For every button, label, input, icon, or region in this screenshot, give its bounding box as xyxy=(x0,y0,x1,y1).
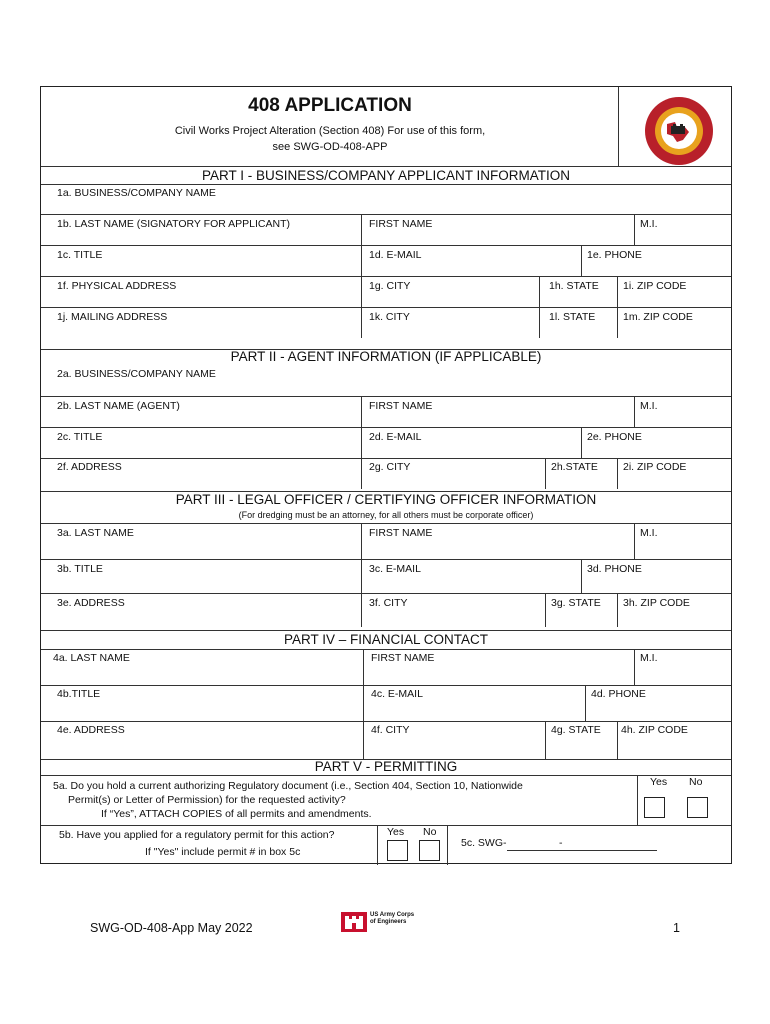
field-1f-label: 1f. PHYSICAL ADDRESS xyxy=(57,280,177,292)
field-3c-label: 3c. E-MAIL xyxy=(369,563,421,575)
subtitle-line2: see SWG-OD-408-APP xyxy=(272,141,388,153)
field-2i-label: 2i. ZIP CODE xyxy=(623,461,687,473)
field-2d-label: 2d. E-MAIL xyxy=(369,431,422,443)
form-subtitle xyxy=(41,123,619,155)
field-4c-label: 4c. E-MAIL xyxy=(371,688,423,700)
question-5b-line2: If "Yes" include permit # in box 5c xyxy=(145,846,301,858)
field-1d-label: 1d. E-MAIL xyxy=(369,249,422,261)
form-title: 408 APPLICATION xyxy=(248,95,412,116)
field-2h-label: 2h.STATE xyxy=(551,461,598,473)
question-5b-no-label: No xyxy=(423,826,437,838)
field-1b-label: 1b. LAST NAME (SIGNATORY FOR APPLICANT) xyxy=(57,218,291,230)
subtitle-line1: Civil Works Project Alteration (Section 408) For use of this form, xyxy=(174,125,486,137)
question-5a-line3: If “Yes”, ATTACH COPIES of all permits and amendments. xyxy=(101,808,372,820)
field-4f-label: 4f. CITY xyxy=(371,724,410,736)
field-2e-label: 2e. PHONE xyxy=(587,431,642,443)
part5-heading: PART V - PERMITTING xyxy=(314,759,458,774)
question-5a-yes-label: Yes xyxy=(650,776,668,788)
field-1b-mi-label: M.I. xyxy=(640,218,658,230)
part3-note: (For dredging must be an attorney, for all others must be corporate officer) xyxy=(238,510,534,520)
district-seal-logo xyxy=(639,96,719,166)
field-4d-label: 4d. PHONE xyxy=(591,688,646,700)
field-4h-label: 4h. ZIP CODE xyxy=(621,724,688,736)
field-3a-label: 3a. LAST NAME xyxy=(57,527,134,539)
part2-heading: PART II - AGENT INFORMATION (IF APPLICABLE) xyxy=(230,349,542,364)
part4-heading: PART IV – FINANCIAL CONTACT xyxy=(283,632,489,647)
field-4a-first-label: FIRST NAME xyxy=(371,652,435,664)
field-1h-label: 1h. STATE xyxy=(549,280,599,292)
field-2b-mi-label: M.I. xyxy=(640,400,658,412)
field-1g-label: 1g. CITY xyxy=(369,280,411,292)
field-1a-label: 1a. BUSINESS/COMPANY NAME xyxy=(57,187,216,199)
field-3a-mi-label: M.I. xyxy=(640,527,658,539)
part1-heading: PART I - BUSINESS/COMPANY APPLICANT INFORMATION xyxy=(201,168,571,183)
field-3f-label: 3f. CITY xyxy=(369,597,408,609)
footer-form-id: SWG-OD-408-App May 2022 xyxy=(90,921,253,935)
field-4a-label: 4a. LAST NAME xyxy=(53,652,130,664)
field-1l-label: 1l. STATE xyxy=(549,311,596,323)
field-5c-dash: - xyxy=(559,837,563,849)
question-5a-no-checkbox[interactable] xyxy=(687,797,708,818)
field-5c-input-line[interactable] xyxy=(507,850,657,851)
field-1k-label: 1k. CITY xyxy=(369,311,410,323)
field-1i-label: 1i. ZIP CODE xyxy=(623,280,687,292)
question-5b-no-checkbox[interactable] xyxy=(419,840,440,861)
question-5a-line2: Permit(s) or Letter of Permission) for the requested activity? xyxy=(68,794,346,806)
usace-castle-logo xyxy=(341,912,367,932)
field-1e-label: 1e. PHONE xyxy=(587,249,642,261)
field-2g-label: 2g. CITY xyxy=(369,461,411,473)
field-2b-label: 2b. LAST NAME (AGENT) xyxy=(57,400,180,412)
question-5b-yes-label: Yes xyxy=(387,826,405,838)
question-5b-yes-checkbox[interactable] xyxy=(387,840,408,861)
question-5a-line1: 5a. Do you hold a current authorizing Regulatory document (i.e., Section 404, Section 10, Nationwide xyxy=(53,780,523,792)
question-5b-line1: 5b. Have you applied for a regulatory permit for this action? xyxy=(59,829,335,841)
field-1j-label: 1j. MAILING ADDRESS xyxy=(57,311,168,323)
field-4a-mi-label: M.I. xyxy=(640,652,658,664)
field-4b-label: 4b.TITLE xyxy=(57,688,101,700)
field-2c-label: 2c. TITLE xyxy=(57,431,103,443)
usace-wordmark: US Army Corps of Engineers xyxy=(370,912,415,925)
part3-heading: PART III - LEGAL OFFICER / CERTIFYING OFFICER INFORMATION xyxy=(175,492,597,507)
field-1b-first-label: FIRST NAME xyxy=(369,218,433,230)
question-5a-no-label: No xyxy=(689,776,703,788)
field-2a-label: 2a. BUSINESS/COMPANY NAME xyxy=(57,368,216,380)
application-form xyxy=(40,86,732,864)
field-3g-label: 3g. STATE xyxy=(551,597,601,609)
field-4e-label: 4e. ADDRESS xyxy=(57,724,125,736)
field-3d-label: 3d. PHONE xyxy=(587,563,642,575)
field-3b-label: 3b. TITLE xyxy=(57,563,103,575)
field-3e-label: 3e. ADDRESS xyxy=(57,597,125,609)
field-1c-label: 1c. TITLE xyxy=(57,249,103,261)
field-2b-first-label: FIRST NAME xyxy=(369,400,433,412)
field-5c-label: 5c. SWG- xyxy=(461,837,507,849)
field-3h-label: 3h. ZIP CODE xyxy=(623,597,690,609)
question-5a-yes-checkbox[interactable] xyxy=(644,797,665,818)
field-4g-label: 4g. STATE xyxy=(551,724,601,736)
field-3a-first-label: FIRST NAME xyxy=(369,527,433,539)
footer-page-number: 1 xyxy=(673,921,680,935)
field-2f-label: 2f. ADDRESS xyxy=(57,461,122,473)
field-1m-label: 1m. ZIP CODE xyxy=(623,311,693,323)
